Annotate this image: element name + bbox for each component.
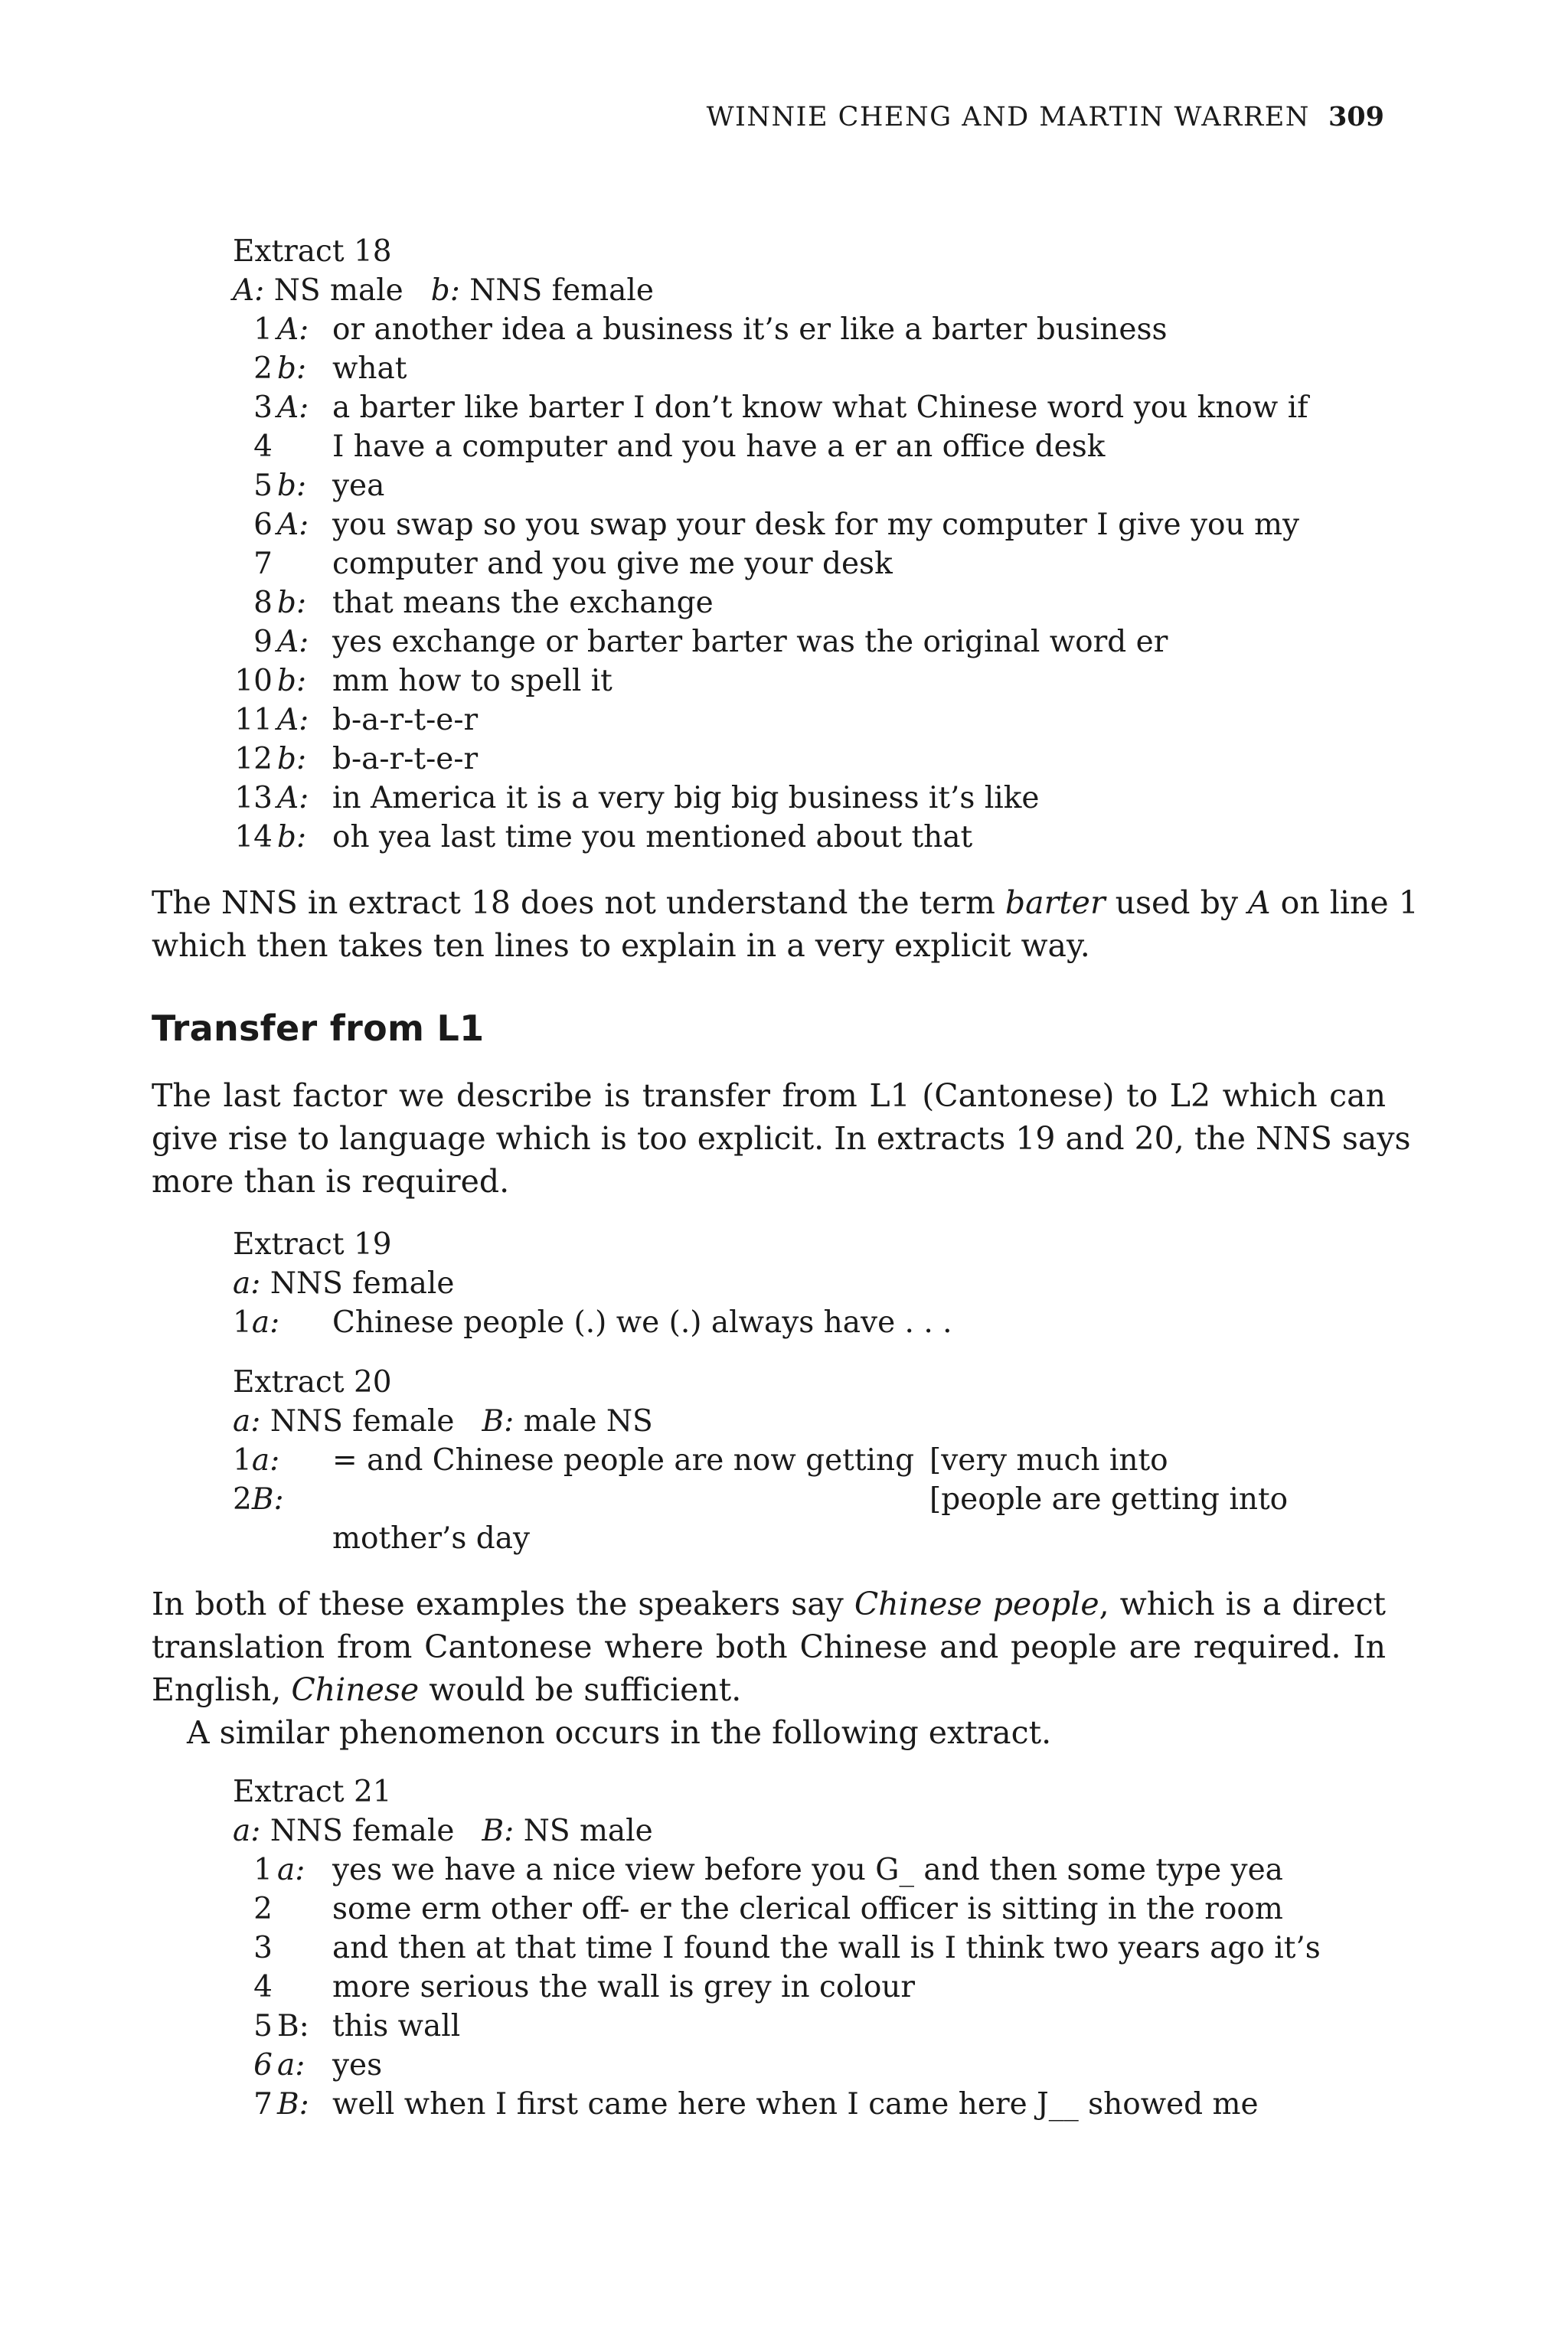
transcript-line xyxy=(233,1851,1283,1890)
speaker-label: B: xyxy=(277,2009,309,2043)
line-number: 4 xyxy=(253,430,273,464)
participant-desc: NS male xyxy=(523,1814,653,1848)
speaker-label: B: xyxy=(277,2087,309,2122)
transcript-line xyxy=(233,583,714,622)
line-number: 3 xyxy=(253,1931,273,1965)
transcript-line xyxy=(233,701,654,740)
participant-desc: male NS xyxy=(523,1404,653,1439)
transcript-line xyxy=(233,1441,1168,1480)
utterance: b-a-r-t-e-r xyxy=(332,703,479,737)
utterance: = and Chinese people are now getting xyxy=(332,1443,915,1478)
overlap-utterance: [people are getting into xyxy=(929,1482,1289,1517)
participant-id: b: xyxy=(430,273,460,308)
paragraph-line: In both of these examples the speakers say Chinese people, which is a direct xyxy=(152,1586,1387,1622)
transcript-line xyxy=(233,1968,916,2007)
participant-id: a: xyxy=(233,1404,261,1439)
speaker-label: A: xyxy=(277,312,309,347)
utterance: well when I first came here when I came here J__ showed me xyxy=(332,2087,1259,2122)
speaker-label: a: xyxy=(251,1305,280,1340)
extract-20 xyxy=(233,1363,1289,1558)
section-heading: Transfer from L1 xyxy=(152,1008,485,1049)
utterance: this wall xyxy=(332,2009,461,2043)
line-number: 2 xyxy=(233,1482,252,1517)
transcript-line xyxy=(233,779,1040,818)
extract-18 xyxy=(233,232,1308,857)
paragraph-3 xyxy=(152,1583,1386,1754)
transcript-line xyxy=(233,427,1106,466)
utterance: you swap so you swap your desk for my computer I give you my xyxy=(332,508,1300,542)
transcript-line xyxy=(233,466,654,505)
transcript-line xyxy=(233,1890,1283,1929)
transcript-line xyxy=(233,662,654,701)
participant-desc: NNS female xyxy=(270,1814,455,1848)
transcript-line xyxy=(233,622,1168,662)
transcript-line xyxy=(233,310,1168,349)
utterance: in America it is a very big big business it’s like xyxy=(332,781,1040,815)
page-number: 309 xyxy=(1328,101,1384,132)
line-number: 6 xyxy=(253,508,273,542)
utterance: a barter like barter I don’t know what Chinese word you know if xyxy=(332,390,1308,425)
utterance: more serious the wall is grey in colour xyxy=(332,1970,916,2004)
transcript-lines xyxy=(233,310,1308,857)
line-number: 8 xyxy=(253,586,273,620)
transcript-line xyxy=(233,544,893,583)
extract-21 xyxy=(233,1772,1321,2124)
utterance: computer and you give me your desk xyxy=(332,547,893,581)
extract-title: Extract 18 xyxy=(233,234,392,269)
speaker-label: B: xyxy=(251,1482,284,1517)
extract-title: Extract 19 xyxy=(233,1227,392,1262)
extract-participants xyxy=(233,1811,653,1851)
transcript-line xyxy=(233,2046,653,2085)
speaker-label: A: xyxy=(277,625,309,659)
speaker-label: b: xyxy=(277,742,307,776)
utterance: some erm other off- er the clerical officer is sitting in the room xyxy=(332,1892,1283,1926)
paragraph-line: more than is required. xyxy=(152,1163,510,1200)
line-number: 7 xyxy=(253,2087,273,2122)
line-number: 2 xyxy=(253,1892,273,1926)
line-number: 12 xyxy=(234,742,273,776)
line-number: 1 xyxy=(233,1305,252,1340)
utterance: yea xyxy=(332,469,385,503)
utterance: Chinese people (.) we (.) always have . . . xyxy=(332,1305,952,1340)
running-head xyxy=(707,101,1384,132)
extract-title: Extract 21 xyxy=(233,1775,392,1809)
utterance: mm how to spell it xyxy=(332,664,612,698)
paragraph-line: A similar phenomenon occurs in the following extract. xyxy=(187,1714,1052,1751)
line-number: 2 xyxy=(253,351,273,386)
participant-desc: NNS female xyxy=(270,1266,455,1301)
line-number: 9 xyxy=(253,625,273,659)
utterance: b-a-r-t-e-r xyxy=(332,742,479,776)
extract-participants xyxy=(233,1402,653,1441)
emphasis-term: Chinese xyxy=(291,1671,420,1708)
extract-participants xyxy=(233,1264,454,1303)
extract-participants xyxy=(233,271,654,310)
transcript-line xyxy=(233,740,654,779)
line-number: 6 xyxy=(253,2048,273,2082)
transcript-line xyxy=(233,818,973,857)
line-number: 1 xyxy=(233,1443,252,1478)
utterance: mother’s day xyxy=(332,1521,531,1556)
line-number: 5 xyxy=(253,469,273,503)
speaker-label: b: xyxy=(277,469,307,503)
line-number: 4 xyxy=(253,1970,273,2004)
extract-19 xyxy=(233,1225,952,1342)
line-number: 14 xyxy=(234,820,273,854)
speaker-label: A: xyxy=(277,390,309,425)
transcript-line xyxy=(233,1480,1289,1519)
utterance: that means the exchange xyxy=(332,586,714,620)
transcript-line xyxy=(233,505,1300,544)
paragraph-line: translation from Cantonese where both Chinese and people are required. In xyxy=(152,1628,1386,1665)
line-number: 13 xyxy=(234,781,273,815)
speaker-label: A: xyxy=(277,781,309,815)
paragraph-line: English, Chinese would be sufficient. xyxy=(152,1671,742,1708)
transcript-line xyxy=(233,388,1308,427)
emphasis-term: barter xyxy=(1004,884,1106,921)
line-number: 5 xyxy=(253,2009,273,2043)
overlap-utterance: [very much into xyxy=(929,1443,1168,1478)
extract-title: Extract 20 xyxy=(233,1365,392,1400)
utterance: oh yea last time you mentioned about that xyxy=(332,820,973,854)
line-number: 3 xyxy=(253,390,273,425)
participant-id: B: xyxy=(482,1814,514,1848)
participant-id: B: xyxy=(482,1404,514,1439)
transcript-line xyxy=(233,2007,653,2046)
participant-desc: NNS female xyxy=(270,1404,455,1439)
transcript-line xyxy=(233,1303,952,1342)
paragraph-1 xyxy=(152,881,1419,967)
participant-id: a: xyxy=(233,1266,261,1301)
line-number: 1 xyxy=(253,1853,273,1887)
participant-id: A: xyxy=(233,273,265,308)
line-number: 7 xyxy=(253,547,273,581)
utterance: or another idea a business it’s er like a barter business xyxy=(332,312,1168,347)
line-number: 1 xyxy=(253,312,273,347)
participant-desc: NS male xyxy=(273,273,403,308)
utterance: yes xyxy=(332,2048,383,2082)
emphasis-term: Chinese people xyxy=(854,1586,1099,1622)
paragraph-2 xyxy=(152,1074,1411,1203)
speaker-label: a: xyxy=(277,1853,305,1887)
line-number: 10 xyxy=(234,664,273,698)
speaker-label: b: xyxy=(277,820,307,854)
utterance: yes exchange or barter barter was the original word er xyxy=(332,625,1168,659)
transcript-line-continuation xyxy=(233,1519,653,1558)
participant-id: a: xyxy=(233,1814,261,1848)
emphasis-term: A xyxy=(1248,884,1271,921)
paragraph-line: The last factor we describe is transfer from L1 (Cantonese) to L2 which can xyxy=(152,1077,1386,1114)
paragraph-line: which then takes ten lines to explain in a very explicit way. xyxy=(152,927,1090,964)
paragraph-line: The NNS in extract 18 does not understand the term barter used by A on line 1 xyxy=(152,884,1419,921)
speaker-label: A: xyxy=(277,508,309,542)
speaker-label: b: xyxy=(277,351,307,386)
line-number: 11 xyxy=(234,703,273,737)
utterance: yes we have a nice view before you G_ and then some type yea xyxy=(332,1853,1283,1887)
paragraph-line: give rise to language which is too explicit. In extracts 19 and 20, the NNS says xyxy=(152,1120,1411,1157)
running-head-authors: WINNIE CHENG AND MARTIN WARREN xyxy=(706,102,1310,132)
speaker-label: b: xyxy=(277,586,307,620)
participant-desc: NNS female xyxy=(469,273,654,308)
transcript-line xyxy=(233,349,654,388)
utterance: I have a computer and you have a er an office desk xyxy=(332,430,1106,464)
speaker-label: a: xyxy=(251,1443,280,1478)
utterance: and then at that time I found the wall is I think two years ago it’s xyxy=(332,1931,1321,1965)
transcript-line xyxy=(233,1929,1321,1968)
speaker-label: b: xyxy=(277,664,307,698)
speaker-label: a: xyxy=(277,2048,305,2082)
transcript-line xyxy=(233,2085,1259,2124)
utterance: what xyxy=(332,351,407,386)
speaker-label: A: xyxy=(277,703,309,737)
